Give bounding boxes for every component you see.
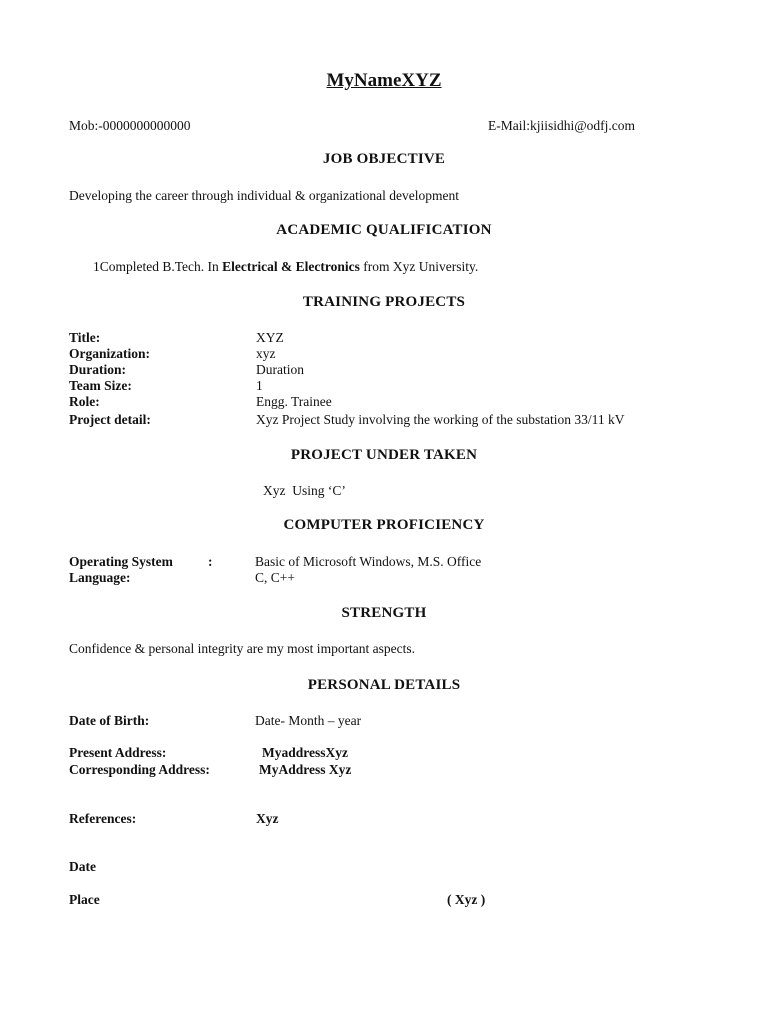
dob-label: Date of Birth:: [69, 713, 150, 728]
training-value-organization: xyz: [256, 346, 276, 361]
resume-name: MyNameXYZ: [326, 70, 442, 91]
training-value-team-size: 1: [256, 378, 263, 393]
training-label-role: Role:: [69, 394, 100, 409]
strength-text: Confidence & personal integrity are my most important aspects.: [69, 641, 416, 656]
project-under-taken-text: Xyz Using ‘C’: [263, 483, 346, 498]
strength-heading: STRENGTH: [341, 605, 427, 621]
training-label-title: Title:: [69, 330, 101, 345]
language-value: C, C++: [255, 570, 295, 585]
present-address-label: Present Address:: [69, 745, 167, 760]
os-colon: :: [208, 554, 213, 569]
computer-proficiency-heading: COMPUTER PROFICIENCY: [283, 517, 485, 533]
corresponding-address-value: MyAddress Xyz: [259, 762, 352, 777]
training-heading: TRAINING PROJECTS: [302, 294, 466, 310]
os-label: Operating System: [69, 554, 173, 569]
language-label: Language:: [69, 570, 131, 585]
academic-heading: ACADEMIC QUALIFICATION: [276, 222, 492, 238]
training-label-organization: Organization:: [69, 346, 150, 361]
training-label-duration: Duration:: [69, 362, 126, 377]
training-value-project-detail: Xyz Project Study involving the working of the substation 33/11 kV: [256, 412, 625, 427]
date-label: Date: [69, 859, 96, 874]
email-address: E-Mail:kjiisidhi@odfj.com: [488, 118, 636, 133]
training-value-duration: Duration: [256, 362, 304, 377]
corresponding-address-label: Corresponding Address:: [69, 762, 210, 777]
academic-degree: Electrical & Electronics: [222, 259, 360, 274]
academic-prefix: 1Completed B.Tech. In: [93, 259, 223, 274]
mobile-number: Mob:-0000000000000: [69, 118, 191, 133]
training-label-project-detail: Project detail:: [69, 412, 151, 427]
training-value-role: Engg. Trainee: [256, 394, 332, 409]
references-value: Xyz: [256, 811, 279, 826]
place-label: Place: [69, 892, 100, 907]
job-objective-text: Developing the career through individual & organizational development: [69, 188, 460, 203]
os-value: Basic of Microsoft Windows, M.S. Office: [255, 554, 482, 569]
project-under-taken-heading: PROJECT UNDER TAKEN: [290, 447, 478, 463]
job-objective-heading: JOB OBJECTIVE: [322, 151, 446, 167]
signature-name: ( Xyz ): [447, 892, 486, 907]
academic-suffix: from Xyz University.: [359, 259, 479, 274]
academic-text: [93, 259, 478, 275]
dob-value: Date- Month – year: [255, 713, 362, 728]
references-label: References:: [69, 811, 137, 826]
personal-details-heading: PERSONAL DETAILS: [307, 677, 461, 693]
present-address-value: MyaddressXyz: [262, 745, 348, 760]
training-value-title: XYZ: [256, 330, 284, 345]
training-label-team-size: Team Size:: [69, 378, 132, 393]
